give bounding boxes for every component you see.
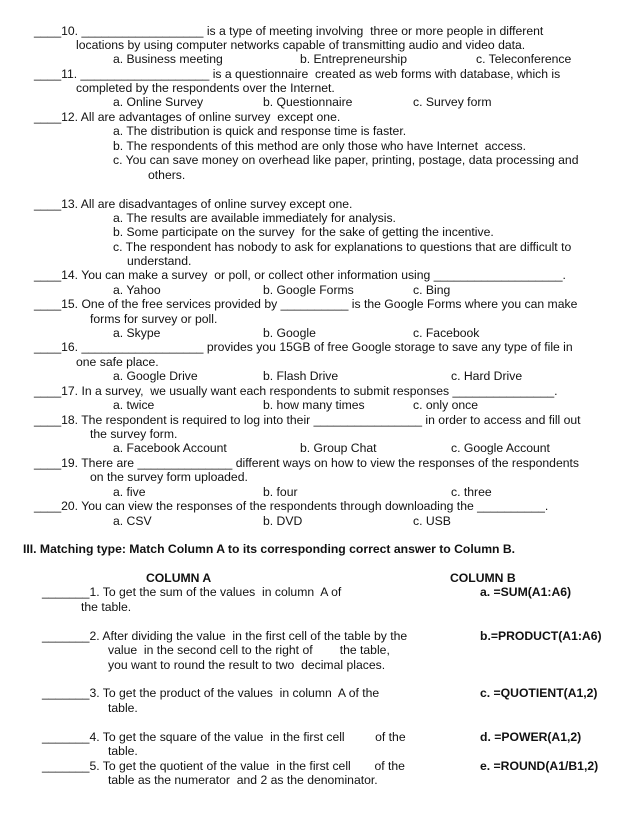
question-18-option-0: a. Facebook Account <box>113 441 227 455</box>
matching-answer-4: d. =POWER(A1,2) <box>480 730 582 744</box>
question-15-continued: forms for survey or poll. <box>90 312 218 326</box>
question-18: ____18. The respondent is required to log into their ________________ in order to access and fill out <box>34 413 581 427</box>
question-12-option-3: others. <box>148 168 186 182</box>
question-10: ____10. __________________ is a type of meeting involving three or more people in different <box>34 24 544 38</box>
question-14-option-1: b. Google Forms <box>263 283 354 297</box>
column-a-header: COLUMN A <box>146 571 212 585</box>
question-14-option-0: a. Yahoo <box>113 283 161 297</box>
question-17-option-1: b. how many times <box>263 398 365 412</box>
matching-item-5: _______5. To get the quotient of the value in the first cell of the <box>42 759 405 773</box>
question-20-option-2: c. USB <box>413 514 451 528</box>
question-13-option-2: c. The respondent has nobody to ask for explanations to questions that are difficult to <box>113 240 572 254</box>
question-19-option-2: c. three <box>451 485 492 499</box>
question-11-option-2: c. Survey form <box>413 95 492 109</box>
question-20-option-1: b. DVD <box>263 514 303 528</box>
question-17: ____17. In a survey, we usually want each respondents to submit responses _______________. <box>34 384 558 398</box>
question-12-option-2: c. You can save money on overhead like paper, printing, postage, data processing and <box>113 153 579 167</box>
question-13-option-1: b. Some participate on the survey for the sake of getting the incentive. <box>113 225 494 239</box>
column-b-header: COLUMN B <box>450 571 516 585</box>
question-15: ____15. One of the free services provided by __________ is the Google Forms where you can make <box>34 297 578 311</box>
question-11: ____11. ___________________ is a questionnaire created as web forms with database, which is <box>34 67 561 81</box>
question-12: ____12. All are advantages of online survey except one. <box>34 110 341 124</box>
question-14: ____14. You can make a survey or poll, or collect other information using ___________________. <box>34 268 566 282</box>
question-10-option-0: a. Business meeting <box>113 52 223 66</box>
matching-item-3-continued: table. <box>108 701 138 715</box>
matching-item-4: _______4. To get the square of the value in the first cell of the <box>42 730 406 744</box>
question-15-option-2: c. Facebook <box>413 326 480 340</box>
question-20: ____20. You can view the responses of the respondents through downloading the __________. <box>34 499 549 513</box>
question-19-option-1: b. four <box>263 485 298 499</box>
question-14-option-2: c. Bing <box>413 283 451 297</box>
question-10-continued: locations by using computer networks capable of transmitting audio and video data. <box>76 38 526 52</box>
question-16-option-2: c. Hard Drive <box>451 369 523 383</box>
question-20-option-0: a. CSV <box>113 514 152 528</box>
question-10-option-1: b. Entrepreneurship <box>300 52 408 66</box>
question-16-continued: one safe place. <box>76 355 159 369</box>
matching-item-2: _______2. After dividing the value in the first cell of the table by the <box>42 629 408 643</box>
question-10-option-2: c. Teleconference <box>476 52 572 66</box>
matching-section-heading: III. Matching type: Match Column A to its corresponding correct answer to Column B. <box>23 542 516 556</box>
matching-answer-1: a. =SUM(A1:A6) <box>480 585 572 599</box>
matching-item-1-continued: the table. <box>81 600 132 614</box>
question-17-option-2: c. only once <box>413 398 479 412</box>
question-16-option-1: b. Flash Drive <box>263 369 339 383</box>
question-13: ____13. All are disadvantages of online survey except one. <box>34 197 353 211</box>
matching-answer-5: e. =ROUND(A1/B1,2) <box>480 759 599 773</box>
question-18-option-2: c. Google Account <box>451 441 550 455</box>
question-13-option-0: a. The results are available immediately for analysis. <box>113 211 396 225</box>
question-19-continued: on the survey form uploaded. <box>90 470 248 484</box>
question-15-option-1: b. Google <box>263 326 316 340</box>
matching-answer-3: c. =QUOTIENT(A1,2) <box>480 686 598 700</box>
question-16-option-0: a. Google Drive <box>113 369 198 383</box>
matching-item-4-continued: table. <box>108 744 138 758</box>
question-18-continued: the survey form. <box>90 427 178 441</box>
matching-item-5-continued: table as the numerator and 2 as the denominator. <box>108 773 378 787</box>
question-19-option-0: a. five <box>113 485 146 499</box>
question-11-option-1: b. Questionnaire <box>263 95 353 109</box>
matching-item-2-continued: value in the second cell to the right of the table, <box>108 643 390 657</box>
question-17-option-0: a. twice <box>113 398 155 412</box>
matching-item-3: _______3. To get the product of the values in column A of the <box>42 686 380 700</box>
question-19: ____19. There are ______________ different ways on how to view the responses of the respondents <box>34 456 579 470</box>
matching-answer-2: b.=PRODUCT(A1:A6) <box>480 629 602 643</box>
question-13-option-3: understand. <box>127 254 192 268</box>
question-15-option-0: a. Skype <box>113 326 161 340</box>
question-11-option-0: a. Online Survey <box>113 95 204 109</box>
matching-item-1: _______1. To get the sum of the values in column A of <box>42 585 342 599</box>
question-16: ____16. __________________ provides you 15GB of free Google storage to save any type of file in <box>34 340 573 354</box>
question-11-continued: completed by the respondents over the Internet. <box>76 81 335 95</box>
question-12-option-0: a. The distribution is quick and response time is faster. <box>113 124 407 138</box>
matching-item-2-continued: you want to round the result to two decimal places. <box>108 658 386 672</box>
question-12-option-1: b. The respondents of this method are only those who have Internet access. <box>113 139 527 153</box>
question-18-option-1: b. Group Chat <box>300 441 377 455</box>
